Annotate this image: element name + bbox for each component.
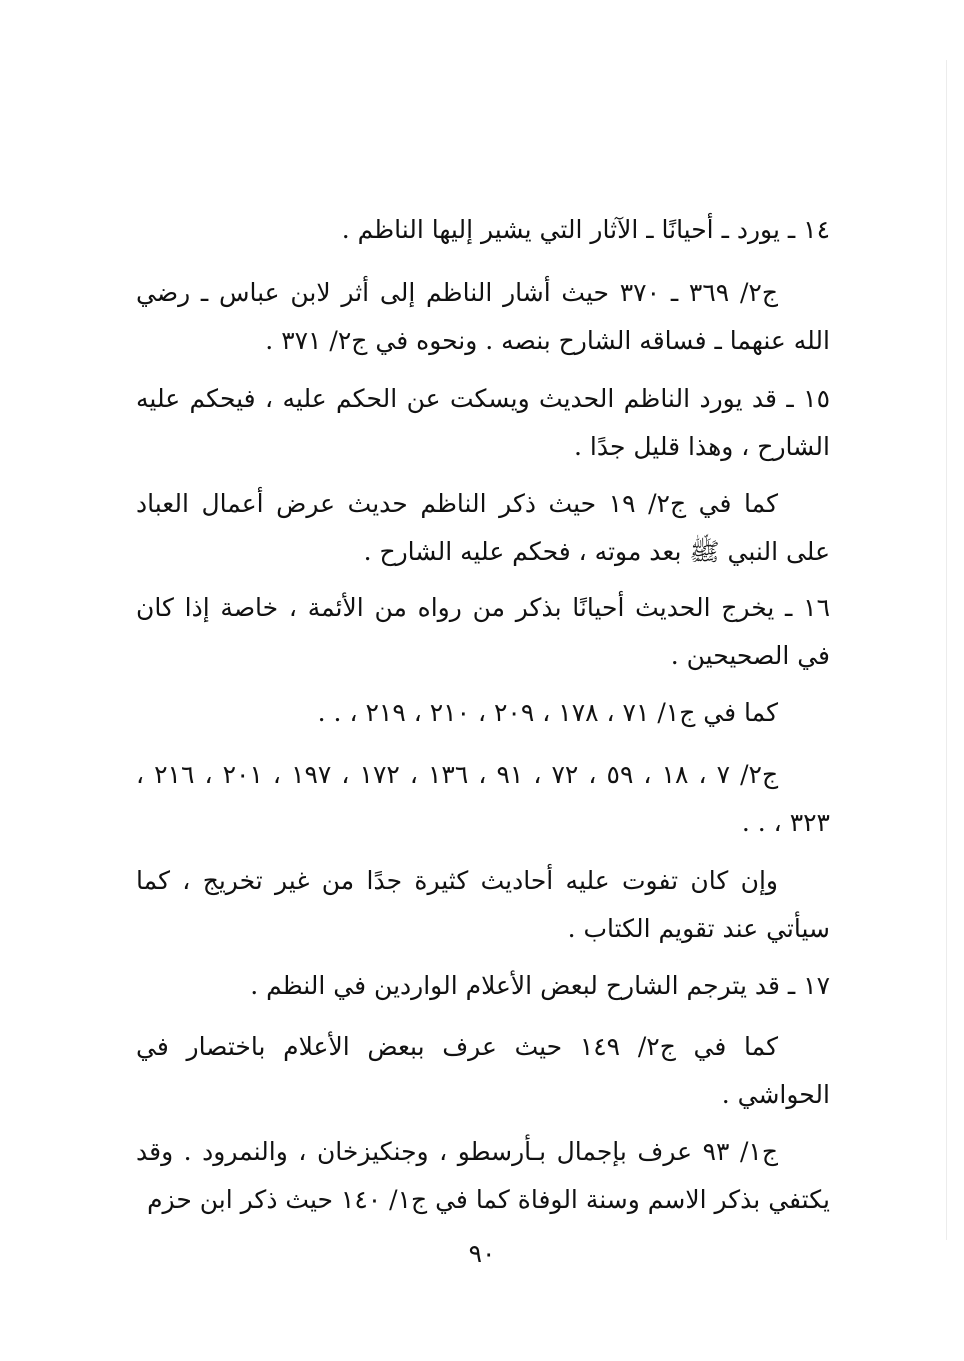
paragraph-16 [136, 584, 830, 680]
paragraph-15-example [136, 480, 830, 576]
paragraph-text: كما في ج٢/ ١٤٩ حيث عرف ببعض الأعلام باختصار في الحواشي . [136, 1032, 830, 1109]
paragraph-text: ج١/ ٩٣ عرف بإجمال بـأرسطو ، وجنكيزخان ، والنمرود . وقد يكتفي بذكر الاسم وسنة الوفاة كما في ج١/ ١٤٠ حيث ذكر ابن حزم [136, 1137, 830, 1214]
paragraph-text: ١٦ ـ يخرج الحديث أحيانًا بذكر من رواه من الأئمة ، خاصة إذا كان في الصحيحين . [136, 593, 830, 670]
paragraph-text: ج٢/ ٣٦٩ ـ ٣٧٠ حيث أشار الناظم إلى أثر لابن عباس ـ رضي الله عنهما ـ فساقه الشارح بنصه . ونحوه في ج٢/ ٣٧١ . [136, 278, 830, 355]
paragraph-text: ١٥ ـ قد يورد الناظم الحديث ويسكت عن الحكم عليه ، فيحكم عليه الشارح ، وهذا قليل جدًا . [136, 384, 830, 461]
paragraph-text: كما في ج١/ ٧١ ، ١٧٨ ، ٢٠٩ ، ٢١٠ ، ٢١٩ ، . . [317, 698, 778, 727]
paragraph-16-refs-vol2 [136, 751, 830, 847]
paragraph-16-refs-vol1 [136, 689, 830, 737]
paragraph-text: ج٢/ ٧ ، ١٨ ، ٥٩ ، ٧٢ ، ٩١ ، ١٣٦ ، ١٧٢ ، ١٩٧ ، ٢٠١ ، ٢١٦ ، ٣٢٣ ، . . [136, 760, 830, 837]
paragraph-17-example [136, 1023, 830, 1119]
paragraph-15 [136, 375, 830, 471]
paragraph-text: ١٤ ـ يورد ـ أحيانًا ـ الآثار التي يشير إليها الناظم . [341, 215, 830, 244]
paragraph-text: كما في ج٢/ ١٩ حيث ذكر الناظم حديث عرض أعمال العباد على النبي ﷺ بعد موته ، فحكم عليه الشارح . [136, 489, 830, 566]
paragraph-text: وإن كان تفوت عليه أحاديث كثيرة جدًا من غير تخريج ، كما سيأتي عند تقويم الكتاب . [136, 866, 830, 943]
paragraph-14-example [136, 269, 830, 365]
paragraph-16-note [136, 857, 830, 953]
paragraph-14 [136, 206, 830, 254]
paragraph-text: ١٧ ـ قد يترجم الشارح لبعض الأعلام الواردين في النظم . [250, 971, 830, 1000]
paragraph-17 [136, 962, 830, 1010]
page-edge-line [946, 60, 947, 1240]
paragraph-17-note [136, 1128, 830, 1224]
page-number: ٩٠ [468, 1239, 496, 1268]
